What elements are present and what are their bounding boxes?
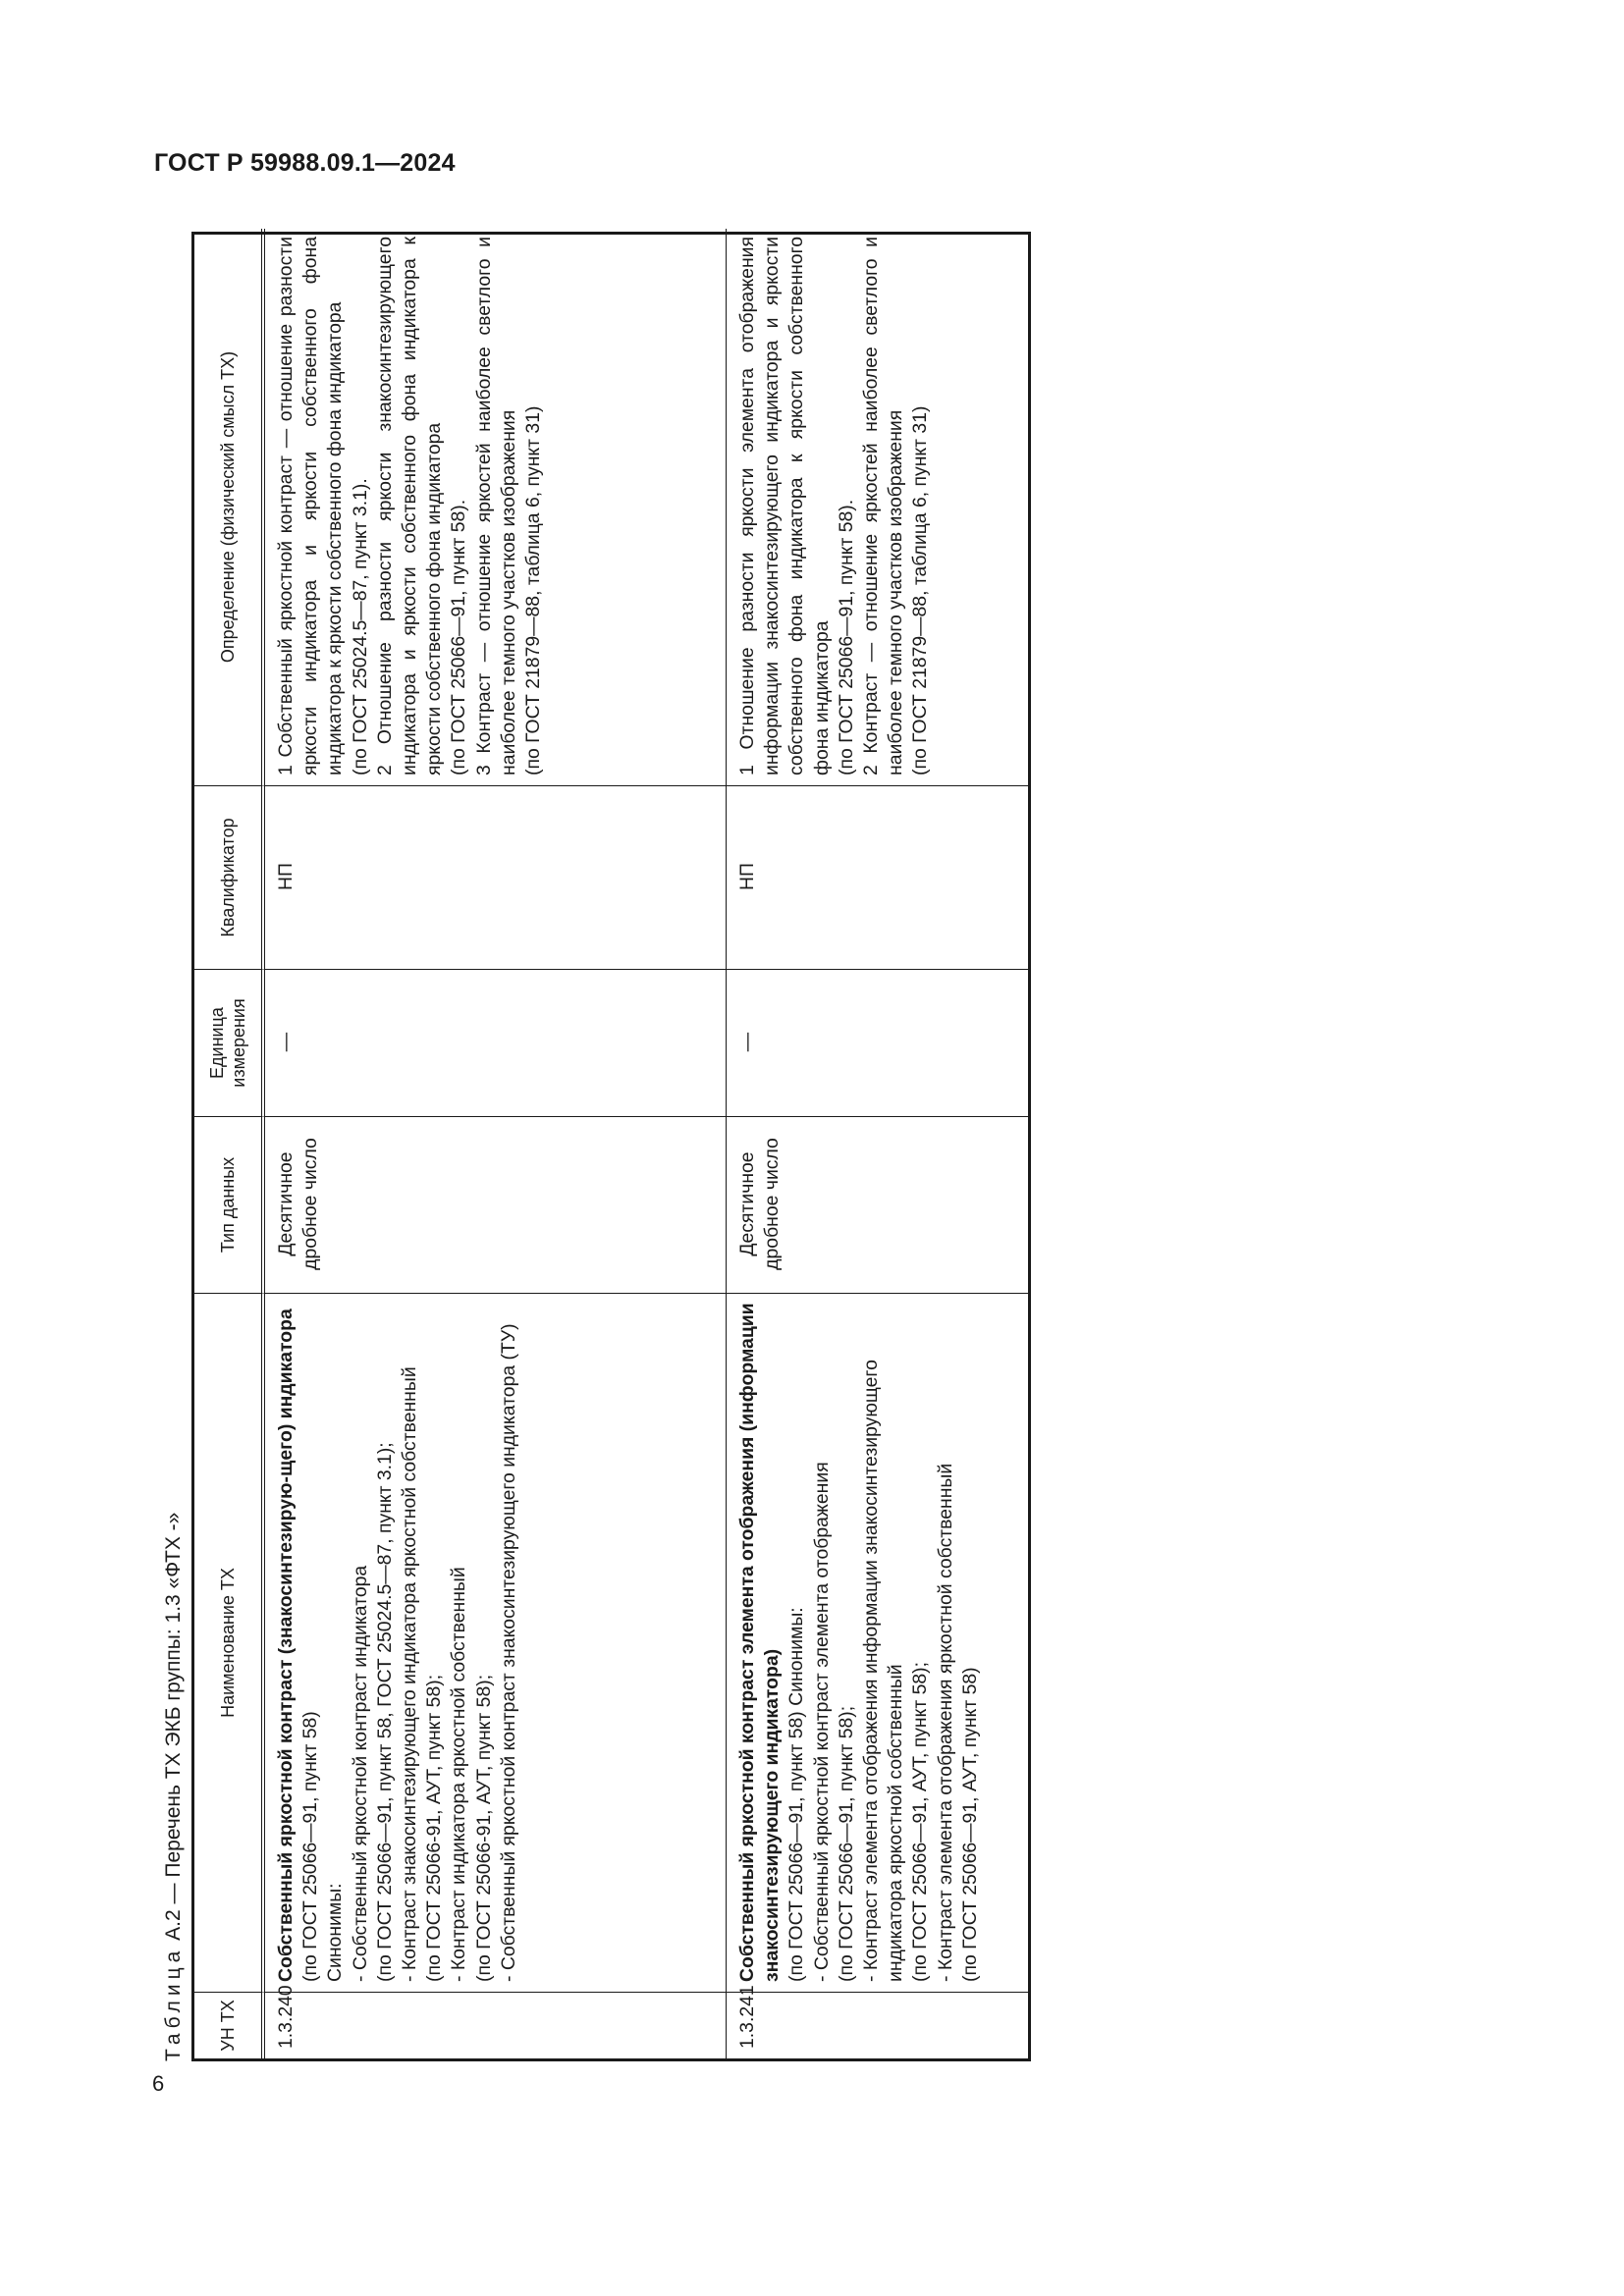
- row1-name-body: (по ГОСТ 25066—91, пункт 58) Синонимы: - Собственный яркостной контраст индикатора (по ГОСТ 25066—91, пункт 58, ГОСТ 25024.5—87, пункт 3.1); - Контраст знакосинтезирующего индикатора яркостной собственный (по ГОСТ 25066-91, АУТ, пункт 58); - Контраст индикатора яркостной собственный (по ГОСТ 25066-91, АУТ, пункт 58); - Собственный яркостной контраст знакосинтезирующего индикатора (ТУ): [299, 1323, 519, 1982]
- caption-prefix: Таблица: [162, 1946, 185, 2061]
- document-header: ГОСТ Р 59988.09.1—2024: [154, 149, 456, 177]
- table-caption: [162, 1513, 189, 2061]
- row2-qualifier: НП: [727, 785, 1028, 969]
- row1-name: [265, 1293, 727, 1992]
- row2-unit: —: [727, 969, 1028, 1116]
- row2-name: [727, 1293, 1028, 1992]
- row1-qualifier: НП: [265, 785, 727, 969]
- data-table: [191, 232, 1031, 2061]
- row2-id: 1.3.241: [727, 1992, 1028, 2058]
- caption-text: А.2 — Перечень ТХ ЭКБ группы: 1.3 «ФТХ -»: [162, 1512, 185, 1947]
- page-number: 6: [152, 2071, 165, 2096]
- row2-name-body: (по ГОСТ 25066—91, пункт 58) Синонимы: - Собственный яркостной контраст элемента отображения (по ГОСТ 25066—91, пункт 58); - Контраст элемента отображения информации знакосинтезирующего индикатора яркостной собственный (по ГОСТ 25066—91, АУТ, пункт 58); - Контраст элемента отображения яркостной собственный (по ГОСТ 25066—91, АУТ, пункт 58): [785, 1360, 981, 1982]
- row2-name-title: Собственный яркостной контраст элемента отображения (информации знакосинтезирующего индикатора): [736, 1303, 784, 1982]
- row1-data-type: Десятичное дробное число: [265, 1116, 727, 1293]
- row1-unit: —: [265, 969, 727, 1116]
- row1-name-title: Собственный яркостной контраст (знакосинтезирую-щего) индикатора: [275, 1308, 297, 1982]
- header-unit: Единица измерения: [194, 969, 265, 1116]
- row2-definition: 1 Отношение разности яркости элемента отображения информации знакосинтезирующего индикатора и яркости собственного фона индикатора к яркости собственного фона индикатора (по ГОСТ 25066—91, пункт 58). 2 Контраст — отношение яркостей наиболее светлого и наиболее темного участков изображения (по ГОСТ 21879—88, таблица 6, пункт 31): [736, 237, 932, 775]
- header-definition: Определение (физический смысл ТХ): [194, 229, 265, 785]
- row1-definition: 1 Собственный яркостной контраст — отношение разности яркости индикатора и яркости собственного фона индикатора к яркости собственного фона индикатора (по ГОСТ 25024.5—87, пункт 3.1). 2 Отношение разности яркости знакосинтезирующего индикатора и яркости собственного фона индикатора к яркости собственного фона индикатора (по ГОСТ 25066—91, пункт 58). 3 Контраст — отношение яркостей наиболее светлого и наиболее темного участков изображения (по ГОСТ 21879—88, таблица 6, пункт 31): [265, 229, 727, 785]
- header-name: Наименование ТХ: [194, 1293, 265, 1992]
- header-data-type: Тип данных: [194, 1116, 265, 1293]
- header-id: УН ТХ: [194, 1992, 265, 2058]
- row1-id: 1.3.240: [265, 1992, 727, 2058]
- row2-data-type: Десятичное дробное число: [727, 1116, 1028, 1293]
- rotated-table-block: [162, 98, 1046, 2061]
- header-qualifier: Квалификатор: [194, 785, 265, 969]
